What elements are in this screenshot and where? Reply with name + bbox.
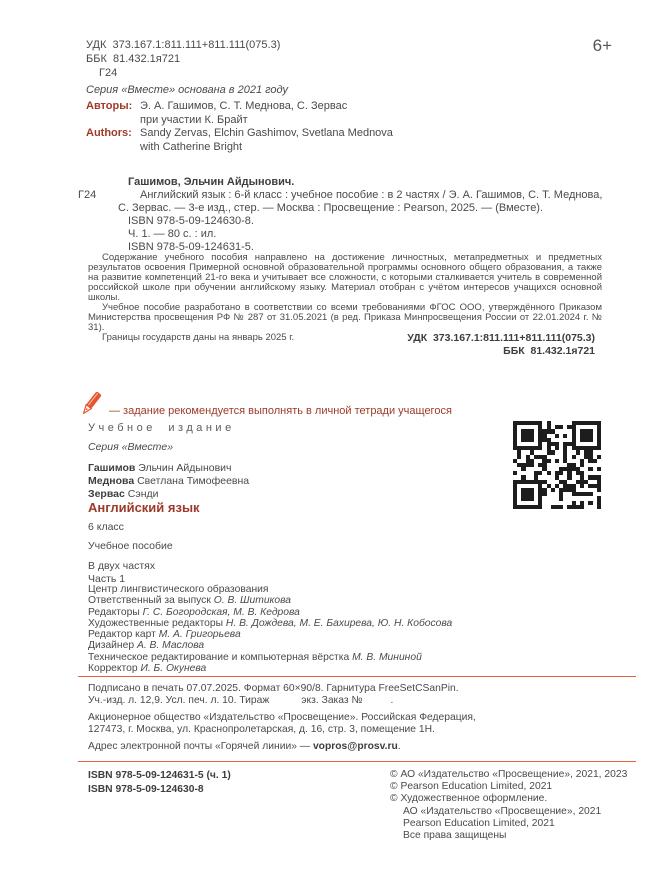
authors-ru-names: Э. А. Гашимов, С. Т. Меднова, С. Зервас: [140, 100, 348, 112]
authors-block: [86, 100, 393, 154]
age-rating-badge: 6+: [592, 36, 612, 55]
pencil-legend: [78, 389, 452, 426]
qr-code: [512, 420, 602, 510]
udk-footer-line: УДК 373.167.1:811.111+811.111(075.3): [407, 332, 595, 344]
annotation: [88, 253, 602, 343]
authors-en-label: Authors:: [86, 127, 132, 139]
imprint-volume-a: Уч.-изд. л. 12,9. Усл. печ. л. 10. Тираж: [88, 695, 270, 706]
bib-description: [78, 189, 606, 202]
copyright-line: © АО «Издательство «Просвещение», 2021, 2023: [390, 769, 628, 780]
hotline-email: vopros@prosv.ru: [312, 741, 398, 752]
footer-isbn-part: ISBN 978-5-09-124631-5 (ч. 1): [88, 770, 231, 781]
hotline-email-label: Адрес электронной почты «Горячей линии» —: [88, 741, 313, 752]
staff-role-line: Корректор И. Б. Окунева: [88, 663, 207, 675]
authors-en-continuation: with Catherine Bright: [140, 140, 243, 153]
edition-author: [88, 475, 249, 488]
pencil-legend-text: — задание рекомендуется выполнять в личной тетради учащегося: [109, 404, 452, 417]
edition-kind: Учебное издание: [88, 422, 235, 434]
hotline-email-line: Адрес электронной почты «Горячей линии» — vopros@prosv.ru.: [88, 741, 401, 752]
bib-code: Г24: [78, 189, 97, 201]
book-code: Г24: [99, 67, 118, 79]
book-grade: 6 класс: [88, 521, 124, 533]
pen-icon: [78, 389, 102, 426]
bib-part-line: Ч. 1. — 80 с. : ил.: [128, 228, 217, 240]
staff-department: Центр лингвистического образования: [88, 584, 269, 595]
qr-code-pattern: [513, 421, 601, 509]
annotation-paragraph-1: Содержание учебного пособия направлено на достижение личностных, метапредметных и предметных результатов освоения Примерной основной образовательной программы основного общего образования, а также на развитие компетенций 21-го века и учитывает все сложности, с которыми сталкивается учитель в современной российской школе при обучении английскому языку. Материал отобран с учётом интересов учащихся основной школы.: [88, 252, 602, 303]
book-title: Английский язык: [88, 500, 200, 515]
copyright-line: Все права защищены: [403, 830, 507, 842]
copyright-line: © Pearson Education Limited, 2021: [390, 781, 553, 793]
udk-line: УДК 373.167.1:811.111+811.111(075.3): [86, 39, 281, 51]
edition-series: Серия «Вместе»: [88, 441, 174, 453]
imprint-block: [88, 683, 476, 758]
book-parts-count: В двух частях: [88, 560, 156, 572]
author-surname: Зервас: [88, 488, 125, 500]
imprint-print-info: [88, 683, 476, 707]
footer-isbn-set: ISBN 978-5-09-124630-8: [88, 783, 204, 795]
publisher-address: Акционерное общество «Издательство «Просвещение». Российская Федерация, 127473, г. Москва, ул. Краснопролетарская, д. 16, стр. 3, помещение 1Н.: [88, 712, 476, 735]
bib-author-heading: Гашимов, Эльчин Айдынович.: [128, 176, 295, 188]
edition-author: [88, 462, 249, 475]
imprint-print-line: Подписано в печать 07.07.2025. Формат 60×90/8. Гарнитура FreeSetCSanPin.: [88, 683, 459, 694]
title-block: [88, 500, 200, 585]
bib-description-line1: Английский язык : 6-й класс : учебное пособие : в 2 частях / Э. А. Гашимов, С. Т. Меднова,: [140, 189, 603, 201]
authors-en-line: [86, 127, 393, 141]
author-given: Эльчин Айдынович: [138, 462, 232, 474]
classification-codes: [86, 38, 280, 80]
staff-role-line: Художественные редакторы Н. В. Дождева, М. Е. Бахирева, Ю. Н. Кобосова: [88, 617, 453, 629]
authors-en-names: Sandy Zervas, Elchin Gashimov, Svetlana Mednova: [140, 127, 393, 139]
divider-rule-bottom: [78, 761, 636, 762]
footer-copyright-block: [390, 769, 627, 842]
editorial-staff: [88, 584, 452, 674]
bbk-line: ББК 81.432.1я721: [86, 53, 181, 65]
staff-role-line: Ответственный за выпуск О. В. Шитикова: [88, 595, 292, 607]
imprint-volume-c: .: [390, 695, 394, 706]
author-given: Сэнди: [127, 488, 159, 500]
bib-description-line2: С. Зервас. — 3-е изд., стер. — Москва : Просвещение : Pearson, 2025. — (Вместе).: [118, 202, 544, 214]
bbk-footer-line: ББК 81.432.1я721: [503, 345, 595, 357]
edition-block: [88, 422, 249, 501]
imprint-volume-b: экз. Заказ №: [301, 695, 363, 706]
staff-role-line: Техническое редактирование и компьютерная вёрстка М. В. Мининой: [88, 651, 422, 663]
staff-role-line: Редакторы Г. С. Богородская, М. В. Кедрова: [88, 606, 300, 618]
classification-codes-right: [407, 332, 595, 358]
authors-ru-label: Авторы:: [86, 100, 133, 112]
bib-isbn-part: ISBN 978-5-09-124631-5.: [128, 241, 254, 253]
book-parts: [88, 560, 200, 585]
divider-rule-top: [78, 676, 636, 677]
footer-isbn-block: [88, 769, 231, 796]
authors-ru-line: [86, 100, 393, 114]
author-surname: Гашимов: [88, 462, 136, 474]
staff-role-line: Редактор карт М. А. Григорьева: [88, 629, 241, 641]
staff-role-line: Дизайнер А. В. Маслова: [88, 640, 205, 652]
edition-authors: [88, 462, 249, 501]
book-type: Учебное пособие: [88, 540, 173, 552]
book-part-number: Часть 1: [88, 572, 126, 585]
bibliographic-record: [78, 176, 606, 254]
copyright-line: Pearson Education Limited, 2021: [403, 817, 555, 829]
annotation-paragraph-2: Учебное пособие разработано в соответствии со всеми требованиями ФГОС ООО, утверждённого Приказом Министерства просвещения РФ № 287 от 31.05.2021 (в ред. Приказа Минпросвещения России от 22.01.2024 г. № 31).: [88, 302, 602, 333]
series-founded-note: Серия «Вместе» основана в 2021 году: [86, 84, 289, 96]
author-given: Светлана Тимофеевна: [137, 475, 250, 487]
authors-ru-continuation: при участии К. Брайт: [140, 113, 248, 126]
copyright-line: АО «Издательство «Просвещение», 2021: [403, 805, 602, 817]
annotation-paragraph-3: Границы государств даны на январь 2025 г.: [102, 332, 295, 343]
author-surname: Меднова: [88, 475, 135, 487]
bib-isbn-set: ISBN 978-5-09-124630-8.: [128, 215, 254, 227]
copyright-line: © Художественное оформление.: [390, 793, 548, 805]
